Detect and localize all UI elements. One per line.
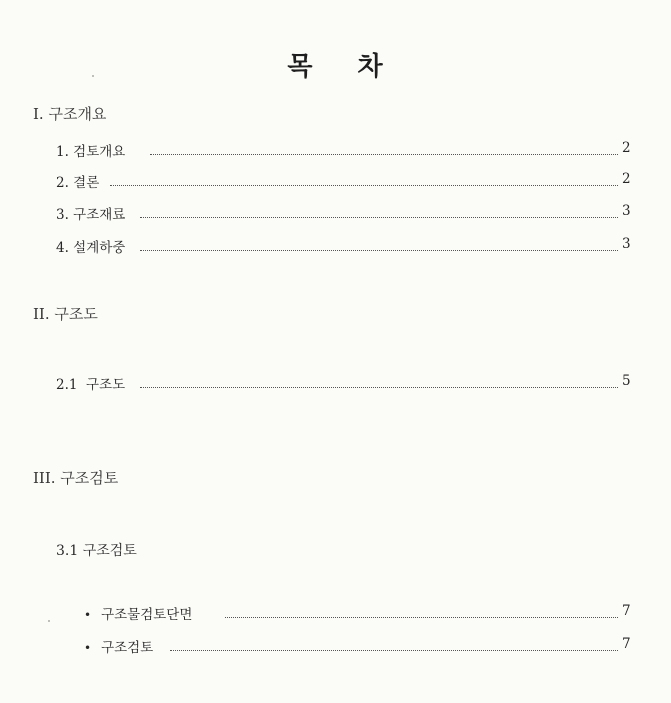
toc-entry[interactable]	[0, 236, 671, 256]
toc-entry-text: 구조물검토단면	[101, 607, 193, 623]
toc-entry-label: 1. 검토개요	[56, 140, 129, 160]
dot-leader	[225, 617, 618, 618]
section-heading-1: I. 구조개요	[33, 105, 107, 123]
toc-entry-page: 3	[622, 203, 631, 219]
toc-entry-page: 2	[622, 171, 631, 187]
toc-entry[interactable]	[0, 203, 671, 223]
dot-leader	[150, 154, 618, 155]
dot-leader	[140, 217, 618, 218]
scan-speck	[48, 620, 50, 622]
toc-entry-page: 2	[622, 140, 631, 156]
title-right: 차	[357, 52, 384, 82]
bullet-icon: •	[84, 641, 92, 655]
section-heading-3: III. 구조검토	[33, 469, 119, 487]
dot-leader	[140, 250, 618, 251]
toc-entry[interactable]	[0, 636, 671, 656]
toc-entry-label: 4. 설계하중	[56, 236, 129, 256]
section-heading-2: II. 구조도	[33, 305, 98, 323]
toc-entry-text: 구조검토	[101, 640, 154, 656]
toc-title	[0, 46, 671, 83]
toc-entry[interactable]	[0, 603, 671, 623]
toc-entry-label	[84, 603, 196, 623]
toc-entry[interactable]	[0, 171, 671, 191]
dot-leader	[110, 185, 618, 186]
toc-entry-label: 2.1 구조도	[56, 373, 129, 393]
toc-entry-page: 7	[622, 636, 631, 652]
toc-entry-label: 2. 결론	[56, 171, 103, 191]
subheading: 3.1 구조검토	[56, 543, 137, 559]
toc-entry-label: 3. 구조재료	[56, 203, 129, 223]
dot-leader	[140, 387, 618, 388]
toc-entry-page: 7	[622, 603, 631, 619]
toc-entry-label	[84, 636, 157, 656]
dot-leader	[170, 650, 618, 651]
title-left: 목	[287, 52, 314, 82]
bullet-icon: •	[84, 608, 92, 622]
toc-entry-page: 3	[622, 236, 631, 252]
toc-entry-page: 5	[622, 373, 631, 389]
toc-entry[interactable]	[0, 140, 671, 160]
toc-entry[interactable]	[0, 373, 671, 393]
scan-speck	[92, 75, 94, 77]
